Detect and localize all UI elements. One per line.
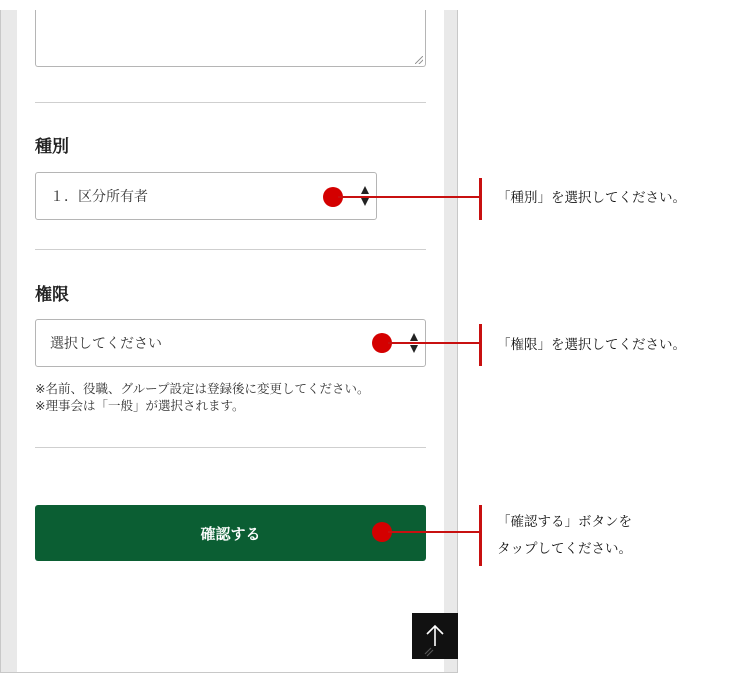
divider (35, 249, 426, 250)
callout-line (388, 342, 482, 344)
permission-select[interactable] (35, 319, 426, 367)
callout-permission-text: 「権限」を選択してください。 (497, 337, 686, 353)
confirm-button[interactable]: 確認する (35, 505, 426, 561)
permission-label: 権限 (35, 285, 69, 305)
type-select-value: １．区分所有者 (50, 189, 148, 205)
note-line: ※名前、役職、グループ設定は登録後に変更してください。 (35, 381, 370, 396)
divider (35, 102, 426, 103)
divider (35, 447, 426, 448)
callout-bar (479, 324, 482, 366)
permission-select-value: 選択してください (50, 336, 162, 352)
resize-grip-icon[interactable] (415, 56, 423, 64)
scroll-top-button[interactable] (412, 613, 458, 659)
arrow-up-icon (412, 613, 458, 659)
comment-textarea[interactable] (35, 10, 426, 67)
note-text (35, 380, 369, 414)
callout-line (388, 531, 482, 533)
callout-line (338, 196, 482, 198)
callout-confirm-line: タップしてください。 (497, 541, 632, 557)
type-label: 種別 (35, 137, 69, 157)
callout-type-text: 「種別」を選択してください。 (497, 190, 686, 206)
callout-confirm-text (497, 509, 632, 563)
callout-confirm-line: 「確認する」ボタンを (497, 514, 632, 530)
callout-bar (479, 505, 482, 566)
note-line: ※理事会は「一般」が選択されます。 (35, 398, 245, 413)
callout-bar (479, 178, 482, 220)
